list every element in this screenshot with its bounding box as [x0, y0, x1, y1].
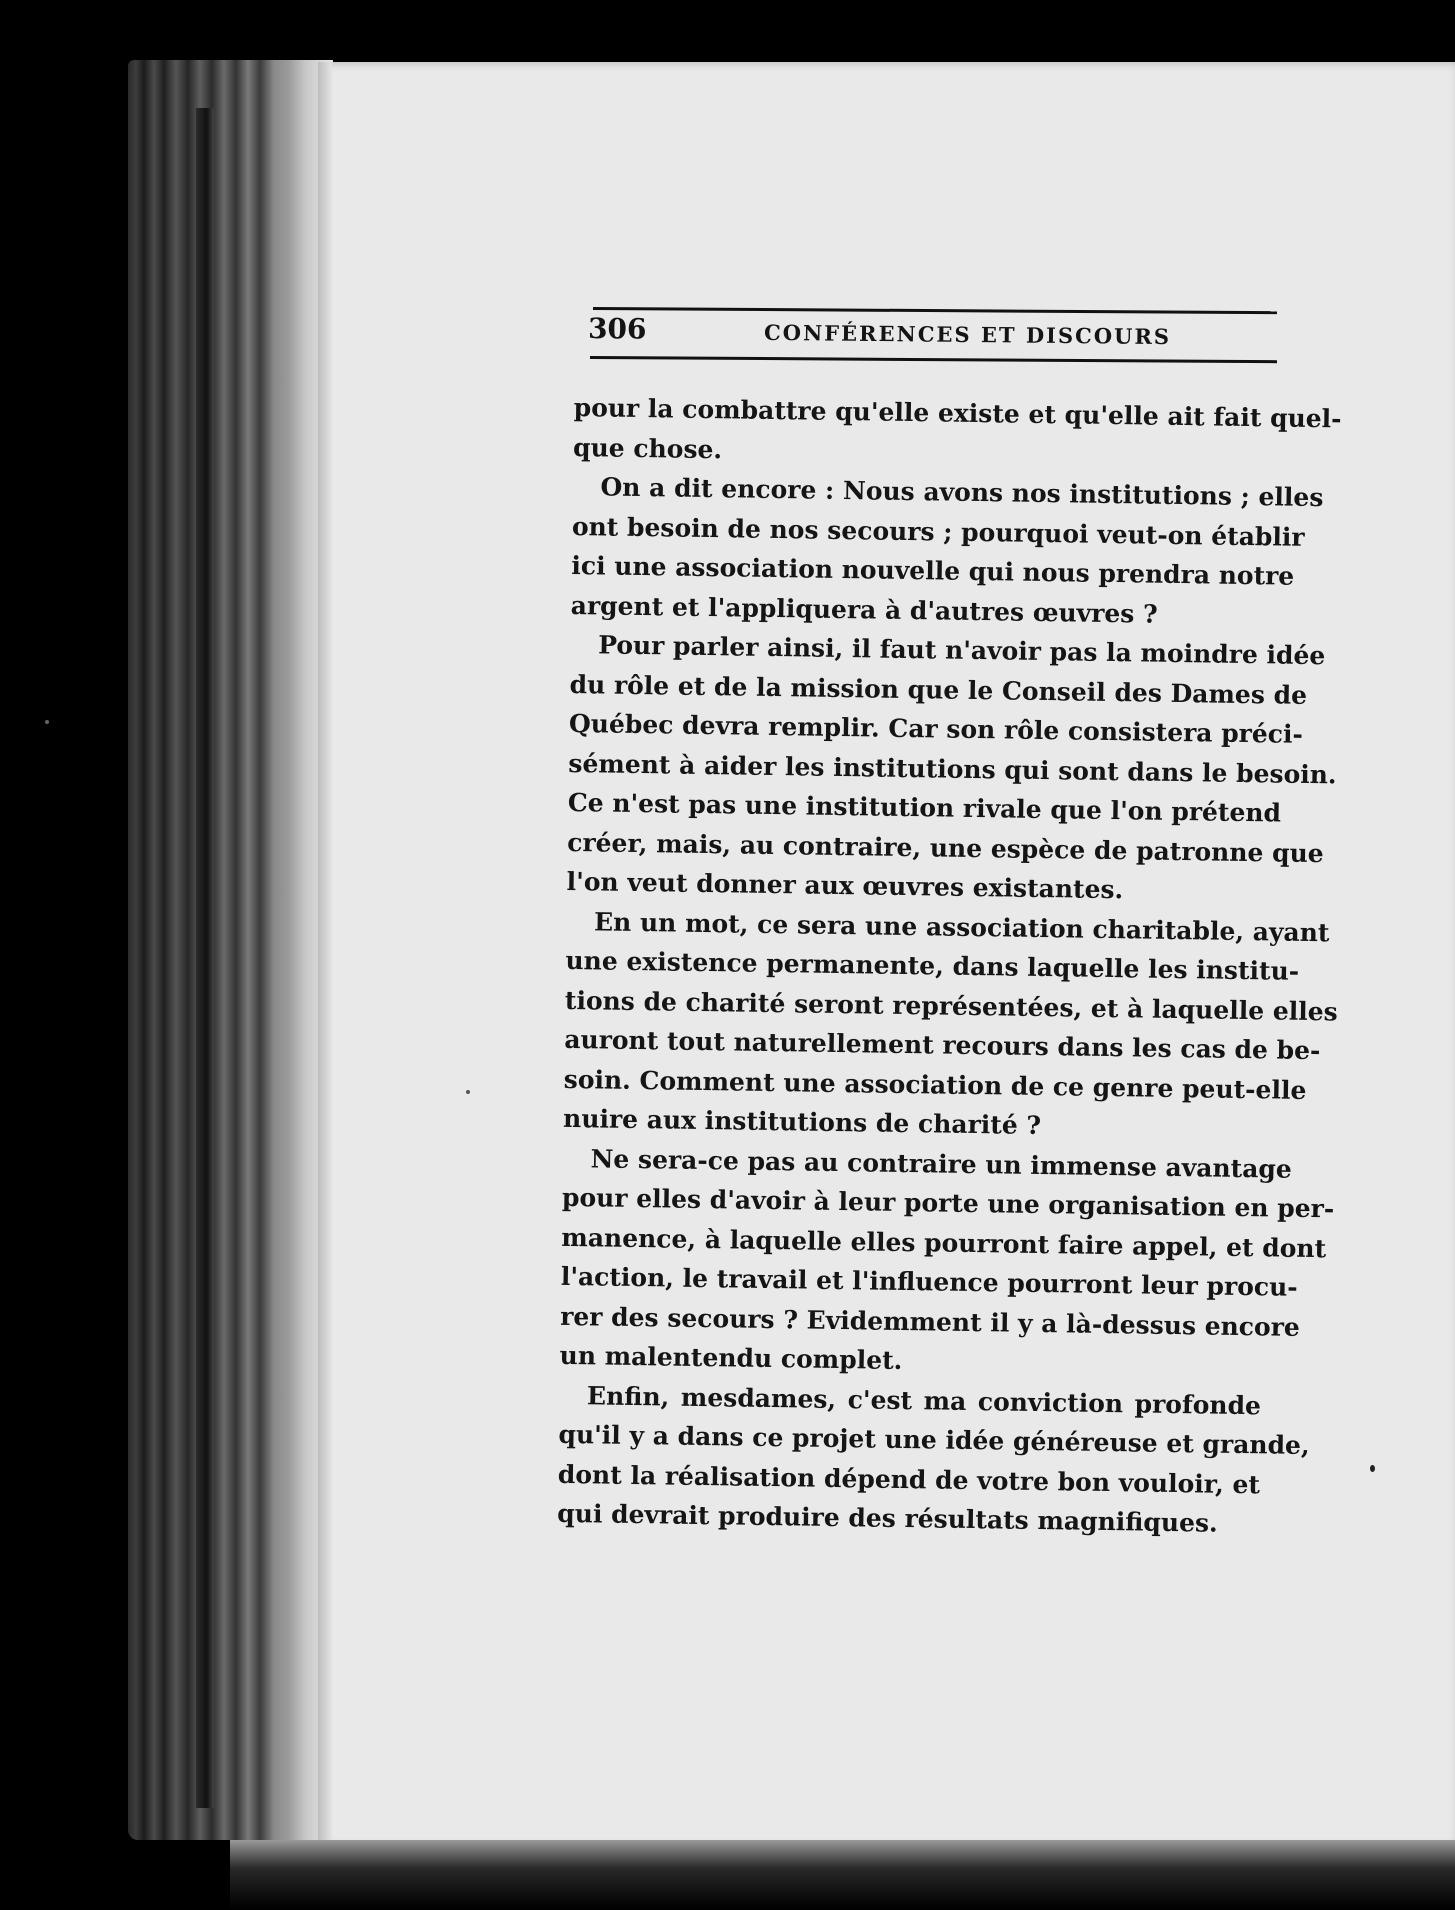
- text-line: créer, mais, au contraire, une espèce de patronne que: [567, 827, 1324, 868]
- text-line: ont besoin de nos secours ; pourquoi veut-on établir: [571, 511, 1305, 552]
- text-line: sément à aider les institutions qui sont dans le besoin.: [568, 748, 1337, 789]
- page-edge-shadow: [318, 62, 332, 1847]
- text-line: Québec devra remplir. Car son rôle consistera préci-: [568, 708, 1304, 749]
- text-line: pour elles d'avoir à leur porte une organisation en per-: [561, 1182, 1335, 1224]
- text-line: rer des secours ? Evidemment il y a là-dessus encore: [560, 1301, 1300, 1342]
- paper-speck: [466, 1090, 470, 1094]
- text-line: Enfin, mesdames, c'est ma conviction profonde: [586, 1380, 1262, 1420]
- text-line: qui devrait produire des résultats magnifiques.: [557, 1498, 1218, 1538]
- text-line: tions de charité seront représentées, et à laquelle elles: [564, 985, 1338, 1026]
- paragraph: [566, 625, 1337, 912]
- paragraph: [562, 901, 1338, 1148]
- text-line: auront tout naturellement recours dans les cas de be-: [564, 1024, 1321, 1066]
- text-line: une existence permanente, dans laquelle les institu-: [565, 945, 1300, 986]
- page-number: 306: [587, 312, 647, 346]
- text-line: manence, à laquelle elles pourront faire appel, et dont: [561, 1222, 1327, 1263]
- text-line: pour la combattre qu'elle existe et qu'elle ait fait quel-: [573, 392, 1342, 434]
- text-line: En un mot, ce sera une association charitable, ayant: [593, 906, 1330, 947]
- text-line: Ce n'est pas une institution rivale que l'on prétend: [567, 787, 1282, 828]
- text-line: un malentendu complet.: [559, 1340, 903, 1375]
- book-gutter: [196, 108, 214, 1808]
- paragraph: [559, 1138, 1335, 1385]
- text-line: du rôle et de la mission que le Conseil des Dames de: [569, 669, 1308, 710]
- text-line: l'action, le travail et l'influence pourront leur procu-: [560, 1261, 1298, 1302]
- page-header: [588, 312, 1278, 361]
- paragraph: [557, 1375, 1310, 1543]
- text-line: ici une association nouvelle qui nous prendra notre: [571, 550, 1295, 591]
- text-line: On a dit encore : Nous avons nos institutions ; elles: [600, 472, 1324, 513]
- text-line: l'on veut donner aux œuvres existantes.: [566, 866, 1124, 905]
- text-line: qu'il y a dans ce projet une idée généreuse et grande,: [558, 1419, 1310, 1461]
- text-line: que chose.: [572, 432, 723, 464]
- paper-speck: [1370, 1465, 1375, 1472]
- text-line: argent et l'appliquera à d'autres œuvres ?: [570, 590, 1158, 629]
- paper-speck: [45, 720, 49, 724]
- running-head: CONFÉRENCES ET DISCOURS: [763, 319, 1172, 350]
- page-bottom-edge: [230, 1840, 1455, 1910]
- body-text: [557, 388, 1342, 1544]
- text-line: Ne sera-ce pas au contraire un immense avantage: [590, 1143, 1293, 1184]
- text-line: dont la réalisation dépend de votre bon vouloir, et: [557, 1459, 1261, 1499]
- text-line: soin. Comment une association de ce genre peut-elle: [563, 1064, 1307, 1105]
- text-line: Pour parler ainsi, il faut n'avoir pas la moindre idée: [597, 630, 1326, 671]
- paragraph: [570, 467, 1324, 635]
- text-line: nuire aux institutions de charité ?: [562, 1103, 1042, 1141]
- book-page-stack: [128, 60, 333, 1840]
- paragraph: [572, 388, 1342, 477]
